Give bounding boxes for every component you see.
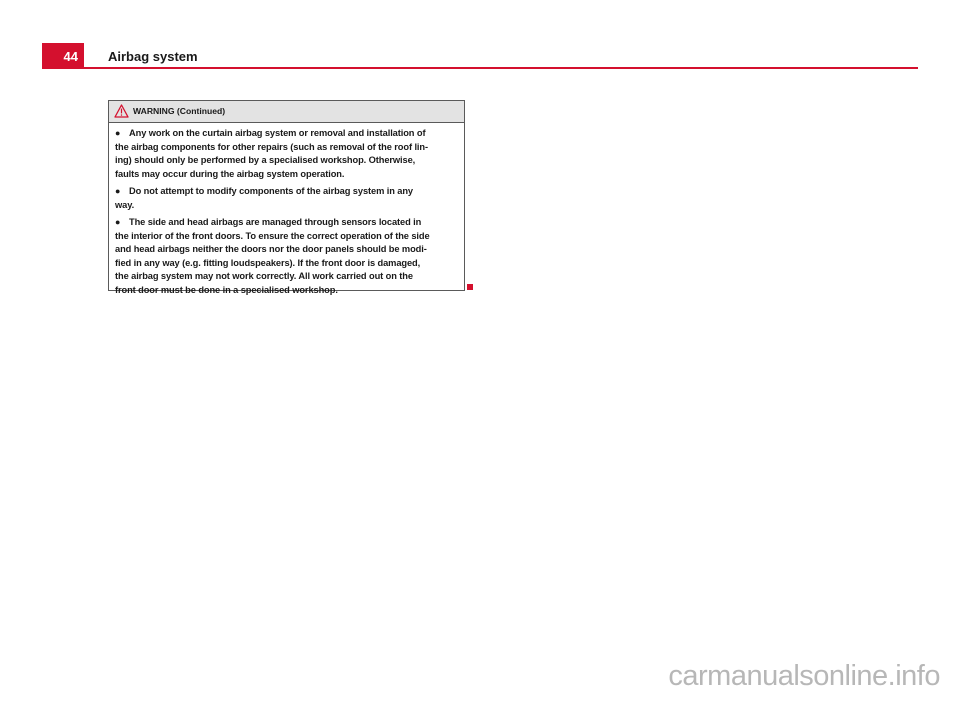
bullet-icon: ● — [115, 128, 121, 138]
warning-line: front door must be done in a specialised workshop. — [115, 284, 338, 295]
warning-line: ● Do not attempt to modify components of the airbag system in any — [115, 185, 460, 199]
section-title: Airbag system — [108, 49, 198, 64]
warning-line: faults may occur during the airbag system operation. — [115, 168, 345, 179]
warning-line: way. — [115, 199, 135, 210]
warning-line: the airbag system may not work correctly. All work carried out on the — [115, 271, 413, 281]
warning-line: the interior of the front doors. To ensure the correct operation of the side — [115, 230, 430, 241]
warning-line: ● Any work on the curtain airbag system or removal and installation of — [115, 127, 460, 141]
warning-line: ing) should only be performed by a specialised workshop. Otherwise, — [115, 155, 416, 165]
warning-line: and head airbags neither the doors nor the door panels should be modi- — [115, 244, 427, 254]
warning-line: ● The side and head airbags are managed through sensors located in — [115, 216, 460, 230]
section-end-marker — [467, 284, 473, 290]
warning-box — [108, 100, 465, 295]
warning-item — [115, 185, 460, 212]
watermark: carmanualsonline.info — [668, 660, 940, 692]
warning-line: the airbag components for other repairs (such as removal of the roof lin- — [115, 141, 428, 152]
page-header — [42, 43, 918, 69]
warning-body — [115, 127, 460, 301]
warning-item — [115, 216, 460, 297]
bullet-icon: ● — [115, 217, 121, 227]
warning-header — [109, 101, 464, 123]
warning-item — [115, 127, 460, 181]
warning-triangle-icon — [114, 104, 129, 118]
warning-title: WARNING (Continued) — [133, 106, 226, 116]
page-number: 44 — [42, 43, 84, 67]
warning-line: fied in any way (e.g. fitting loudspeakers). If the front door is damaged, — [115, 257, 421, 268]
bullet-icon: ● — [115, 186, 121, 196]
